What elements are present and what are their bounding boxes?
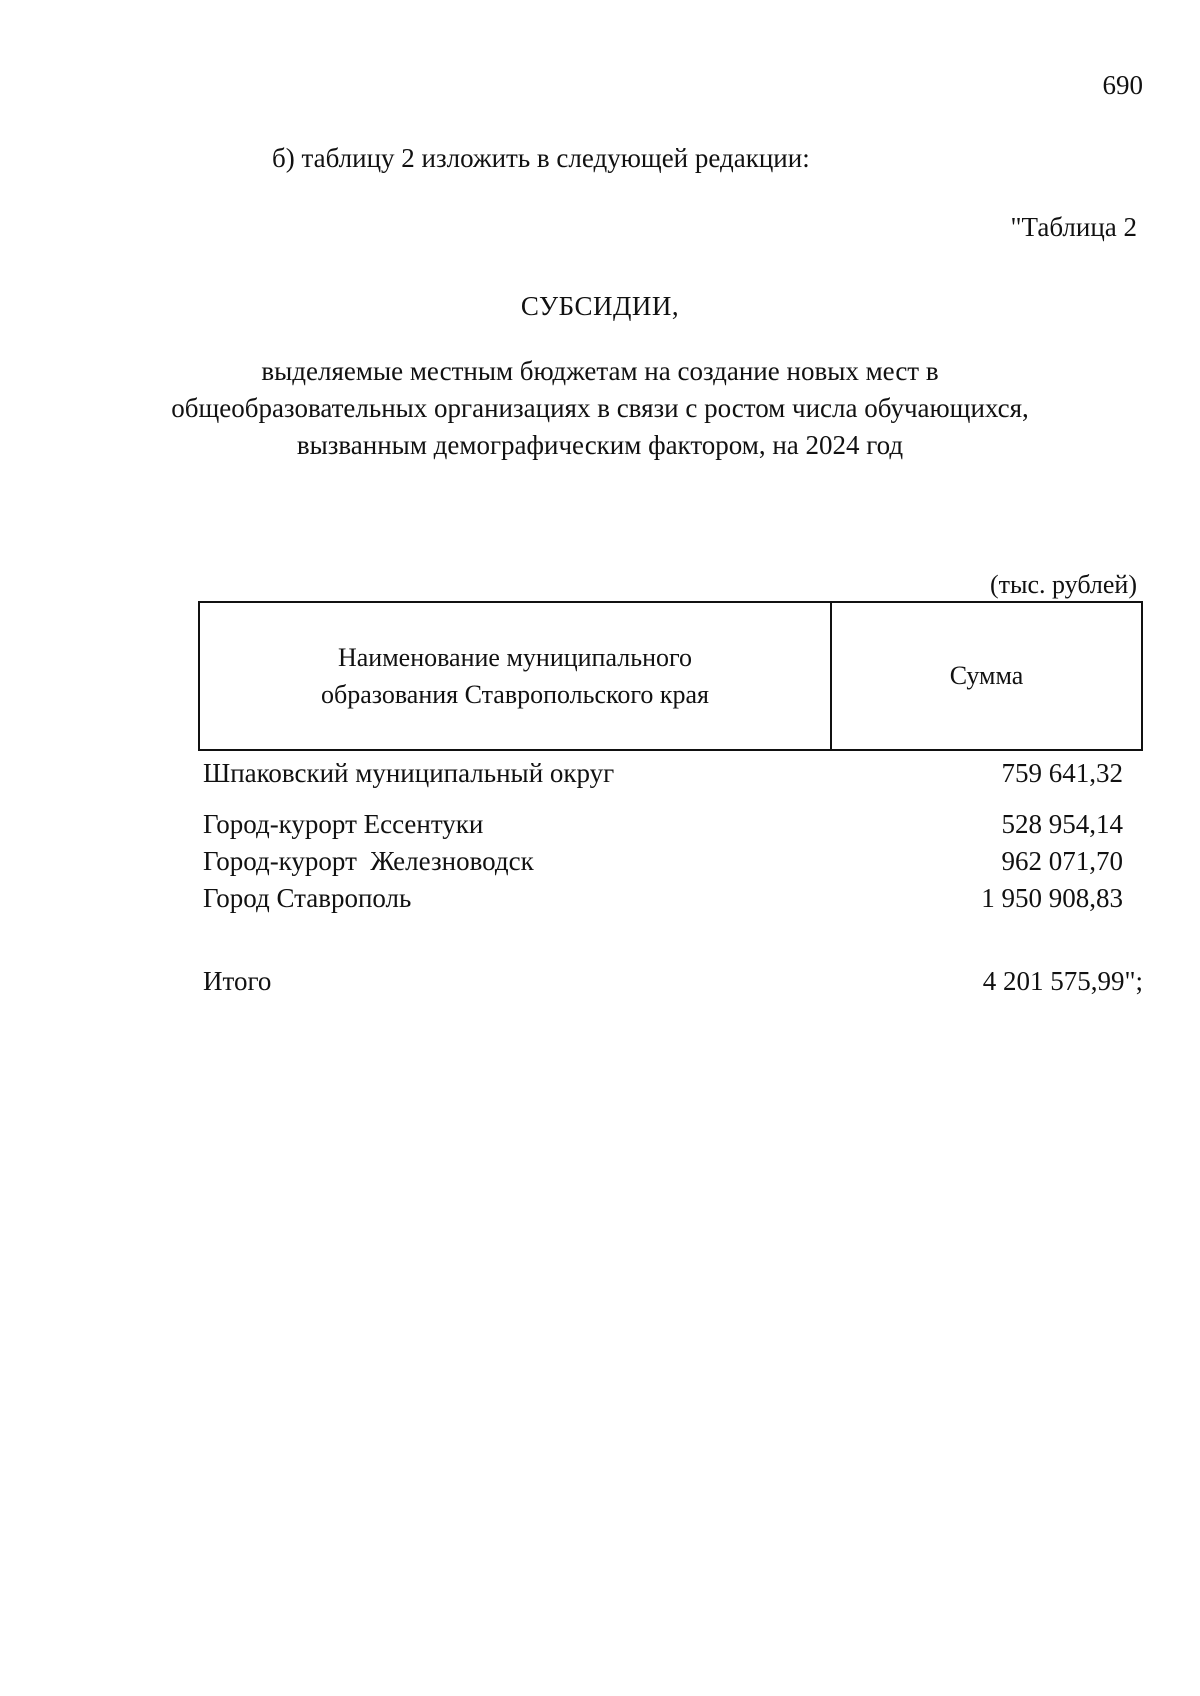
table-row [203,809,1123,845]
column-header-name-line: Наименование муниципального [337,643,693,672]
row-value: 1 950 908,83 [981,883,1123,913]
units-label: (тыс. рублей) [989,570,1137,599]
row-name: Шпаковский муниципальный округ [203,758,615,788]
page-number: 690 [1102,70,1143,100]
subtitle-line: вызванным демографическим фактором, на 2024 год [296,430,904,460]
total-value: 4 201 575,99"; [982,966,1143,996]
table-row [203,758,1123,794]
intro-text: б) таблицу 2 изложить в следующей редакции: [272,143,810,173]
column-header-name-line: образования Ставропольского края [320,680,710,709]
row-value: 759 641,32 [1001,758,1123,788]
subtitle-line: выделяемые местным бюджетам на создание новых мест в [261,356,939,386]
row-value: 962 071,70 [1001,846,1123,876]
row-name: Город-курорт Ессентуки [203,809,484,839]
table-row [203,883,1123,919]
table-header [198,601,1143,751]
table-label: "Таблица 2 [1010,212,1137,242]
row-name: Город Ставрополь [203,883,412,913]
row-value: 528 954,14 [1001,809,1123,839]
total-row [203,966,1143,1002]
column-header-name [200,603,832,749]
row-name: Город-курорт Железноводск [203,846,534,876]
table-row [203,846,1123,882]
column-header-sum: Сумма [949,661,1024,690]
total-label: Итого [203,966,272,996]
subtitle-line: общеобразовательных организациях в связи с ростом числа обучающихся, [171,393,1029,423]
document-subtitle [0,353,1200,464]
document-title: СУБСИДИИ, [520,291,680,321]
